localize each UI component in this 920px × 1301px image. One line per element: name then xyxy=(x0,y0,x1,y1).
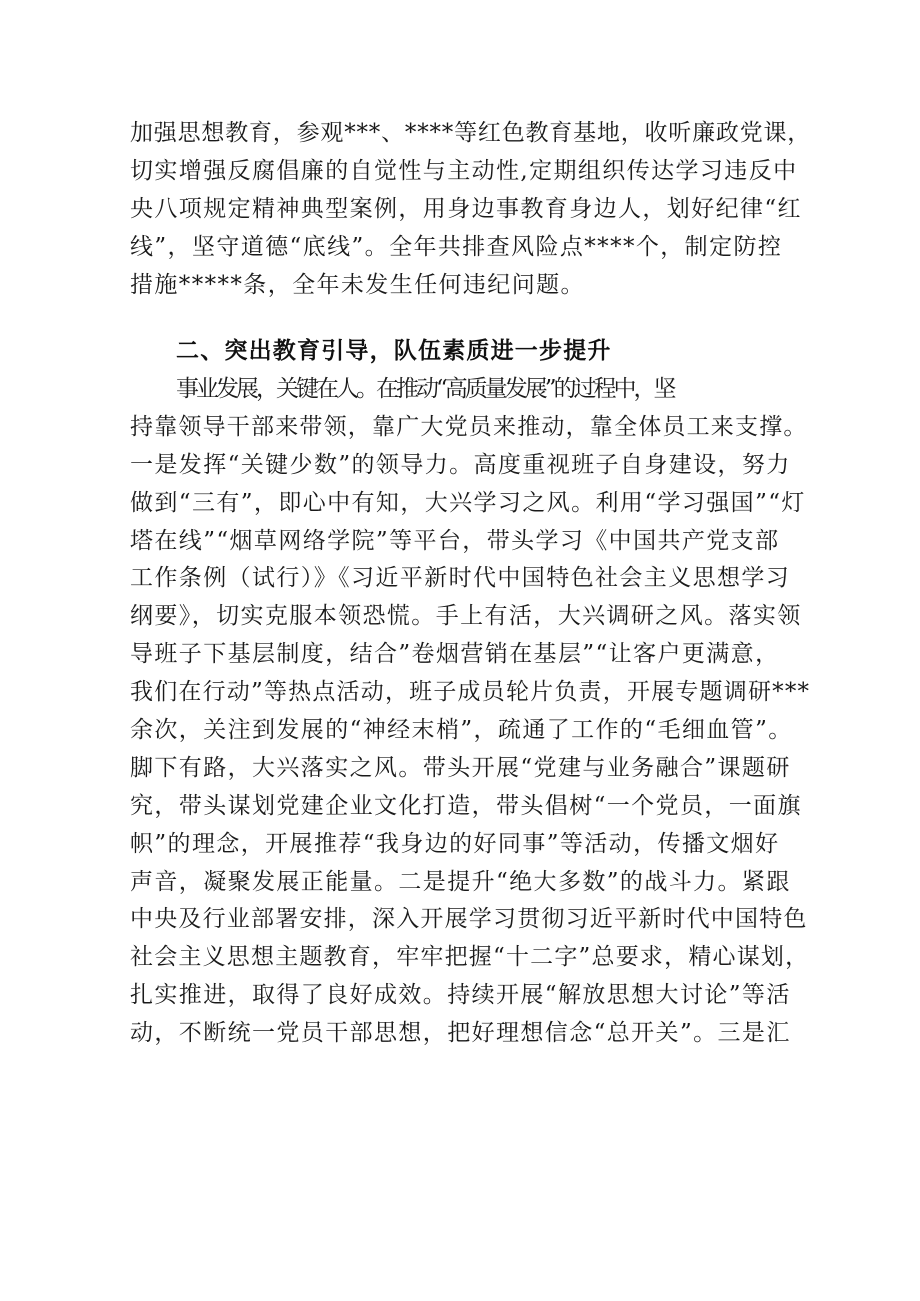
text-line: 导班子下基层制度，结合”卷烟营销在基层”“让客户更满意， xyxy=(130,641,780,668)
text-line: 事业发展，关键在人。在推动“高质量发展”的过程中，坚 xyxy=(176,376,674,402)
text-line: 我们在行动”等热点活动，班子成员轮片负责，开展专题调研*** xyxy=(130,679,811,706)
text-line: 塔在线”“烟草网络学院”等平台，带头学习《中国共产党支部 xyxy=(130,527,780,554)
text-line: 央八项规定精神典型案例，用身边事教育身边人，划好纪律“红 xyxy=(130,195,802,222)
text-line: 一是发挥“关键少数”的领导力。高度重视班子自身建设，努力 xyxy=(130,451,791,478)
text-line: 措施*****条，全年未发生任何违纪问题。 xyxy=(130,271,585,298)
text-line: 线”，坚守道德“底线”。全年共排查风险点****个，制定防控 xyxy=(130,233,783,260)
paragraph-education-guidance xyxy=(130,371,810,1053)
text-line: 脚下有路，大兴落实之风。带头开展“党建与业务融合”课题研 xyxy=(130,754,791,781)
text-line: 扎实推进，取得了良好成效。持续开展“解放思想大讨论”等活 xyxy=(130,982,791,1009)
text-line: 究，带头谋划党建企业文化打造，带头倡树“一个党员，一面旗 xyxy=(130,792,802,819)
text-line: 切实增强反腐倡廉的自觉性与主动性,定期组织传达学习违反中 xyxy=(130,157,798,184)
text-line: 帜”的理念，开展推荐“我身边的好同事”等活动，传播文烟好 xyxy=(130,830,780,857)
text-line: 工作条例（试行）》《习近平新时代中国特色社会主义思想学习 xyxy=(130,565,791,592)
text-line: 声音，凝聚发展正能量。二是提升“绝大多数”的战斗力。紧跟 xyxy=(130,868,791,895)
text-line: 中央及行业部署安排，深入开展学习贯彻习近平新时代中国特色 xyxy=(130,906,808,933)
text-line: 动，不断统一党员干部思想，把好理想信念“总开关”。三是汇 xyxy=(130,1020,791,1047)
text-line: 持靠领导干部来带领，靠广大党员来推动，靠全体员工来支撑。 xyxy=(130,413,808,440)
section-heading: 二、突出教育引导，队伍素质进一步提升 xyxy=(176,338,612,364)
text-line: 余次，关注到发展的“神经末梢”，疏通了工作的“毛细血管”。 xyxy=(130,717,793,744)
text-line: 社会主义思想主题教育，牢牢把握“十二字”总要求，精心谋划， xyxy=(130,944,810,971)
text-line: 加强思想教育，参观***、****等红色教育基地，收听廉政党课， xyxy=(130,120,812,146)
paragraph-discipline-education xyxy=(130,115,810,304)
text-line: 做到“三有”，即心中有知，大兴学习之风。利用“学习强国”“灯 xyxy=(130,489,806,516)
text-line: 纲要》，切实克服本领恐慌。手上有活，大兴调研之风。落实领 xyxy=(130,603,802,630)
